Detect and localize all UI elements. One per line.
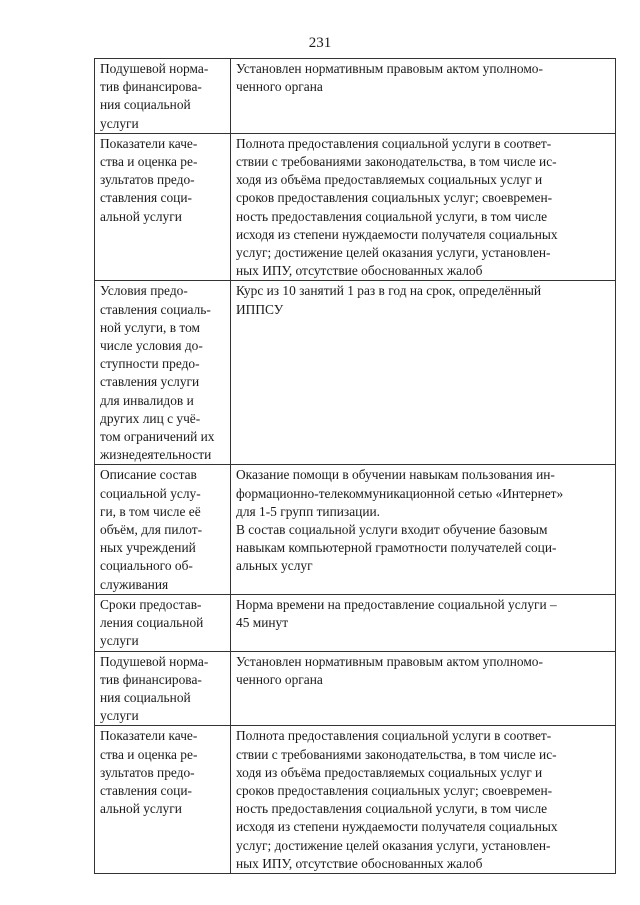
- row-value: Установлен нормативным правовым актом уполномо- ченного органа: [236, 653, 543, 687]
- row-value-cell: [231, 726, 616, 874]
- row-label-cell: [95, 59, 231, 134]
- row-value: Полнота предоставления социальной услуги в соответ- ствии с требованиями законодательства, в том числе ис- ходя из объёма предоставляемых социальных услуг и сроков предоставления социальных услуг; своевремен- ность предоставления социальной услуги, в том числе исходя из степени нуждаемости получателя социальных услуг; достижение целей оказания услуги, установлен- ных ИПУ, отсутствие обоснованных жалоб: [236, 728, 558, 871]
- row-label: Показатели каче- ства и оценка ре- зультатов предо- ставления соци- альной услуги: [100, 135, 198, 224]
- row-value: Курс из 10 занятий 1 раз в год на срок, определённый ИППСУ: [236, 283, 542, 317]
- table-row: [95, 281, 616, 465]
- row-label: Условия предо- ставления социаль- ной услуги, в том числе условия до- ступности предо- ставления услуги для инвалидов и других лиц с учё- том ограничений их жизнедеятельности: [100, 283, 215, 463]
- table-row: [95, 59, 616, 134]
- row-label-cell: [95, 465, 231, 594]
- row-label: Подушевой норма- тив финансирова- ния социальной услуги: [100, 61, 209, 131]
- row-label: Описание состав социальной услу- ги, в том числе её объём, для пилот- ных учреждений социального об- служивания: [100, 467, 203, 592]
- table-row: [95, 726, 616, 874]
- table-row: [95, 651, 616, 726]
- row-value-cell: [231, 133, 616, 281]
- row-value: Установлен нормативным правовым актом уполномо- ченного органа: [236, 61, 543, 95]
- row-value-cell: [231, 651, 616, 726]
- page-number: 231: [308, 35, 332, 51]
- row-label: Сроки предостав- ления социальной услуги: [100, 596, 204, 649]
- row-label-cell: [95, 726, 231, 874]
- table-row: [95, 465, 616, 594]
- row-value: Полнота предоставления социальной услуги в соответ- ствии с требованиями законодательства, в том числе ис- ходя из объёма предоставляемых социальных услуг и сроков предоставления социальных услуг; своевремен- ность предоставления социальной услуги, в том числе исходя из степени нуждаемости получателя социальных услуг; достижение целей оказания услуги, установлен- ных ИПУ, отсутствие обоснованных жалоб: [236, 135, 558, 279]
- row-value: Оказание помощи в обучении навыкам пользования ин- формационно-телекоммуникационной сетью «Интернет» для 1-5 групп типизации. В состав социальной услуги входит обучение базовым навыкам компьютерной грамотности получателей соци- альных услуг: [236, 467, 564, 574]
- row-label-cell: [95, 594, 231, 651]
- table-row: [95, 133, 616, 281]
- table-row: [95, 594, 616, 651]
- row-value: Норма времени на предоставление социальной услуги – 45 минут: [236, 596, 557, 631]
- row-value-cell: [231, 281, 616, 465]
- row-value-cell: [231, 594, 616, 651]
- row-label-cell: [95, 133, 231, 281]
- row-label-cell: [95, 651, 231, 726]
- row-label: Подушевой норма- тив финансирова- ния социальной услуги: [100, 653, 209, 724]
- row-value-cell: [231, 465, 616, 594]
- row-label: Показатели каче- ства и оценка ре- зультатов предо- ставления соци- альной услуги: [100, 728, 198, 817]
- row-value-cell: [231, 59, 616, 134]
- row-label-cell: [95, 281, 231, 465]
- service-standard-table: [94, 58, 616, 874]
